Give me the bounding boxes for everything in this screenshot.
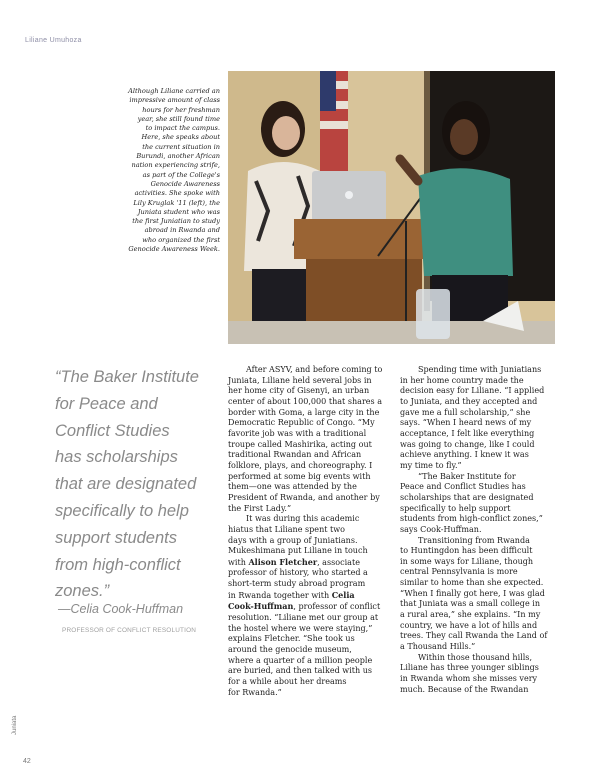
body-text-line: for a while about her dreams bbox=[228, 677, 347, 687]
body-text-line: It was during this academic bbox=[246, 514, 360, 524]
body-text-line: in her home country made the bbox=[400, 375, 524, 385]
body-text-line: hiatus that Liliane spent two bbox=[228, 524, 346, 534]
body-text-line: Spending time with Juniatians bbox=[418, 365, 542, 374]
body-text-line: that Juniata was a small college in bbox=[400, 599, 541, 609]
body-text-line: After ASYV, and before coming to bbox=[246, 365, 383, 374]
running-head: Liliane Umuhoza bbox=[25, 37, 82, 44]
body-text-line: acceptance, I felt like everything bbox=[400, 428, 535, 438]
caption-line: Burundi, another African bbox=[136, 152, 220, 161]
body-text-line: says Cook-Huffman. bbox=[400, 524, 482, 534]
body-text-line: Liliane has three younger siblings bbox=[400, 663, 539, 673]
body-text-line: to Juniata, and they accepted and bbox=[400, 396, 538, 406]
footer-publication: Juniata bbox=[12, 715, 18, 735]
body-text-line: the hostel where we were staying,” bbox=[228, 623, 373, 633]
body-text-line: Transitioning from Rwanda bbox=[418, 535, 530, 545]
body-text-line: to Huntingdon has been difficult bbox=[400, 546, 533, 556]
caption-line: impressive amount of class bbox=[129, 96, 220, 105]
page-number: 42 bbox=[23, 758, 31, 765]
body-text-line: students from high-conflict zones,” bbox=[400, 514, 543, 524]
quote-attribution-name: —Celia Cook-Huffman bbox=[58, 602, 184, 616]
caption-line: year, she still found time bbox=[137, 114, 220, 123]
body-text-line: traditional Rwandan and African bbox=[228, 450, 362, 460]
body-text-line: Juniata, Liliane held several jobs in bbox=[228, 375, 372, 385]
caption-line: Lily Kruglak '11 (left), the bbox=[133, 198, 220, 207]
pull-quote-line: specifically to help bbox=[55, 501, 189, 520]
caption-line: Genocide Awareness bbox=[150, 179, 220, 188]
caption-line: the first Juniatian to study bbox=[132, 217, 220, 226]
pull-quote-line: Conflict Studies bbox=[55, 421, 170, 440]
body-text-line: President of Rwanda, and another by bbox=[228, 492, 380, 502]
body-text-line: much. Because of the Rwandan bbox=[400, 684, 529, 694]
body-text-line: short-term study abroad program bbox=[228, 579, 366, 589]
pull-quote-line: has scholarships bbox=[55, 448, 178, 467]
body-text-line: for Rwanda.” bbox=[228, 687, 282, 697]
body-column-1 bbox=[228, 365, 386, 698]
body-text-line: her home city of Gisenyi, an urban bbox=[228, 386, 370, 396]
body-text-line: around the genocide museum, bbox=[228, 645, 352, 655]
body-text-line: similar to home than she expected. bbox=[400, 578, 544, 588]
body-text-line: center of about 100,000 that shares a bbox=[228, 396, 383, 406]
body-text-line: them—one was attended by the bbox=[228, 482, 357, 492]
body-text-line: “When I finally got here, I was glad bbox=[400, 588, 545, 598]
body-text-line: with Alison Fletcher, associate bbox=[228, 556, 360, 567]
pull-quote bbox=[55, 364, 210, 605]
caption-line: the current situation in bbox=[142, 142, 220, 151]
caption-line: to impact the campus. bbox=[145, 124, 220, 133]
body-text-line: a Thousand Hills.” bbox=[400, 642, 476, 652]
body-text-line: performed at some big events with bbox=[228, 471, 371, 481]
body-text-line: gave me a full scholarship,” she bbox=[400, 407, 531, 417]
body-text-line: Peace and Conflict Studies has bbox=[400, 482, 526, 492]
body-text-line: border with Goma, a large city in the bbox=[228, 407, 380, 417]
caption-line: Although Liliane carried an bbox=[128, 87, 220, 95]
bold-name: Celia bbox=[331, 589, 355, 600]
body-text-line: professor of history, who started a bbox=[228, 568, 368, 578]
pull-quote-line: for Peace and bbox=[55, 394, 158, 413]
body-text-line: in Rwanda whom she misses very bbox=[400, 674, 538, 684]
body-column-2 bbox=[400, 365, 558, 695]
body-text-line: says. “When I heard news of my bbox=[400, 418, 532, 428]
photo-caption bbox=[106, 87, 220, 254]
pull-quote-line: “The Baker Institute bbox=[55, 368, 199, 386]
body-text-line: scholarships that are designated bbox=[400, 492, 534, 502]
body-text-line: decision easy for Liliane. “I applied bbox=[400, 386, 545, 396]
body-text-line: explains Fletcher. “She took us bbox=[228, 634, 355, 644]
body-text-line: trees. They call Rwanda the Land of bbox=[400, 631, 548, 641]
body-text-line: favorite job was with a traditional bbox=[228, 428, 367, 438]
pull-quote-line: from high-conflict bbox=[55, 555, 181, 574]
bold-name: Alison Fletcher bbox=[248, 556, 318, 567]
body-text-line: my time to fly.” bbox=[400, 460, 462, 470]
caption-line: Here, she speaks about bbox=[141, 133, 220, 142]
quote-attribution-title: PROFESSOR OF CONFLICT RESOLUTION bbox=[62, 627, 197, 634]
body-text-line: where a quarter of a million people bbox=[228, 655, 373, 665]
pull-quote-line: that are designated bbox=[55, 475, 197, 494]
body-text-line: was going to change, like I could bbox=[400, 439, 535, 449]
body-text-line: Democratic Republic of Congo. “My bbox=[228, 418, 375, 428]
caption-line: as part of the College's bbox=[142, 170, 220, 179]
bold-name: Cook-Huffman bbox=[228, 601, 294, 612]
body-text-line: specifically to help support bbox=[400, 503, 511, 513]
caption-line: abroad in Rwanda and bbox=[144, 226, 220, 235]
body-text-line: achieve anything. I knew it was bbox=[400, 450, 529, 460]
caption-line: Juniata student who was bbox=[137, 207, 220, 216]
caption-line: Genocide Awareness Week. bbox=[128, 245, 220, 254]
body-text-line: “The Baker Institute for bbox=[418, 471, 516, 481]
body-text-line: the First Lady.” bbox=[228, 503, 292, 513]
event-photo bbox=[228, 71, 555, 344]
caption-line: nation experiencing strife, bbox=[131, 161, 220, 170]
caption-line: hours for her freshman bbox=[142, 105, 220, 114]
body-text-line: Within those thousand hills, bbox=[418, 652, 532, 662]
body-text-line: are buried, and then talked with us bbox=[228, 666, 373, 676]
body-text-line: central Pennsylvania is more bbox=[400, 567, 518, 577]
body-text-line: a rural area,” she explains. “In my bbox=[400, 610, 541, 620]
body-text-line: country, we have a lot of hills and bbox=[400, 620, 538, 630]
body-text-line: Cook-Huffman, professor of conflict bbox=[228, 601, 381, 612]
body-text-line: resolution. “Liliane met our group at bbox=[228, 613, 379, 623]
caption-line: activities. She spoke with bbox=[134, 189, 220, 198]
body-text-line: in Rwanda together with Celia bbox=[228, 589, 355, 600]
pull-quote-line: support students bbox=[55, 528, 177, 547]
body-text-line: days with a group of Juniatians. bbox=[228, 535, 358, 545]
body-text-line: in some ways for Liliane, though bbox=[400, 556, 534, 566]
caption-line: who organized the first bbox=[142, 235, 220, 244]
body-text-line: Mukeshimana put Liliane in touch bbox=[228, 546, 368, 556]
pull-quote-line: zones.” bbox=[55, 582, 110, 601]
body-text-line: folklore, plays, and choreography. I bbox=[228, 460, 373, 470]
body-text-line: troupe called Mashirika, acting out bbox=[228, 439, 372, 449]
